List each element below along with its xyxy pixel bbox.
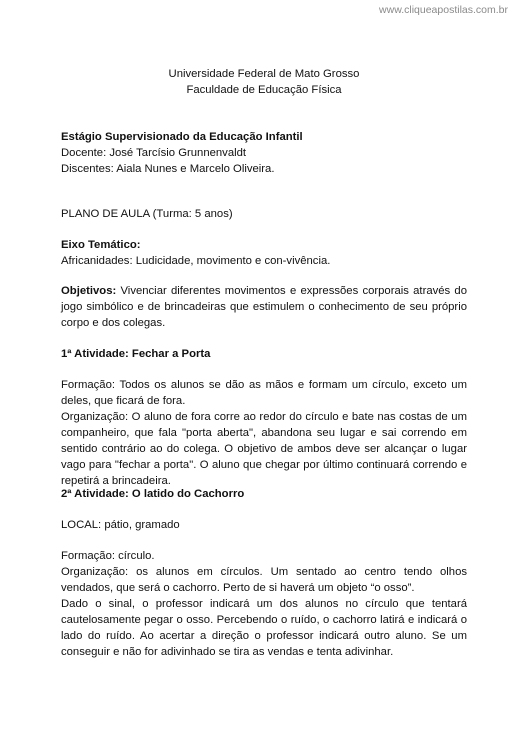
objectives-label: Objetivos: — [61, 285, 117, 297]
activity2-local-text: LOCAL: pátio, gramado — [61, 519, 180, 531]
activity2-organization: Organização: os alunos em círculos. Um sentado ao centro tendo olhos vendados, que será o cachorro. Perto de si haverá um objeto “o osso”. — [61, 566, 467, 594]
activity2-local — [61, 517, 467, 533]
activity2-signal: Dado o sinal, o professor indicará um dos alunos no círculo que tentará cautelosamente pegar o osso. Percebendo o ruído, o cachorro latirá e indicará o lado do ruído. Ao acertar a direção o professor indicará outro aluno. Se um conseguir e não for adivinhado se tira as vendas e tenta adivinhar. — [61, 598, 467, 658]
theme-label: Eixo Temático: — [61, 239, 141, 251]
university-name: Universidade Federal de Mato Grosso — [168, 68, 360, 80]
teacher-line: Docente: José Tarcísio Grunnenvaldt — [61, 147, 247, 159]
course-title: Estágio Supervisionado da Educação Infantil — [61, 131, 303, 143]
activity2-formation: Formação: círculo. — [61, 550, 155, 562]
activity1-heading — [61, 346, 467, 362]
watermark: www.cliqueapostilas.com.br — [379, 4, 508, 16]
objectives-section — [61, 283, 467, 331]
students-line: Discentes: Aiala Nunes e Marcelo Oliveira. — [61, 163, 275, 175]
activity2-heading — [61, 486, 467, 502]
activity1-organization: Organização: O aluno de fora corre ao redor do círculo e bate nas costas de um companheiro, que fala "porta aberta", abandona seu lugar e sai correndo em sentido contrário ao do colega. O objetivo de ambos deve ser alcançar o lugar vago para "fechar a porta". O aluno que chegar por último continuará correndo e repetirá a brincadeira. — [61, 411, 467, 487]
objectives-paragraph — [61, 283, 467, 331]
faculty-name: Faculdade de Educação Física — [186, 84, 342, 96]
plan-title: PLANO DE AULA (Turma: 5 anos) — [61, 208, 233, 220]
activity1-title: 1ª Atividade: Fechar a Porta — [61, 348, 211, 360]
plan-section — [61, 206, 467, 222]
activity1-body — [61, 377, 467, 489]
course-info — [61, 129, 467, 177]
theme-text: Africanidades: Ludicidade, movimento e con-vivência. — [61, 255, 331, 267]
document-header — [61, 66, 467, 98]
theme-section — [61, 237, 467, 269]
activity2-body — [61, 548, 467, 660]
activity1-formation: Formação: Todos os alunos se dão as mãos e formam um círculo, exceto um deles, que ficará de fora. — [61, 379, 467, 407]
objectives-text: Vivenciar diferentes movimentos e expressões corporais através do jogo simbólico e de brincadeiras que estimulem o conhecimento de seu próprio corpo e dos colegas. — [61, 285, 467, 329]
activity2-title: 2ª Atividade: O latido do Cachorro — [61, 488, 245, 500]
